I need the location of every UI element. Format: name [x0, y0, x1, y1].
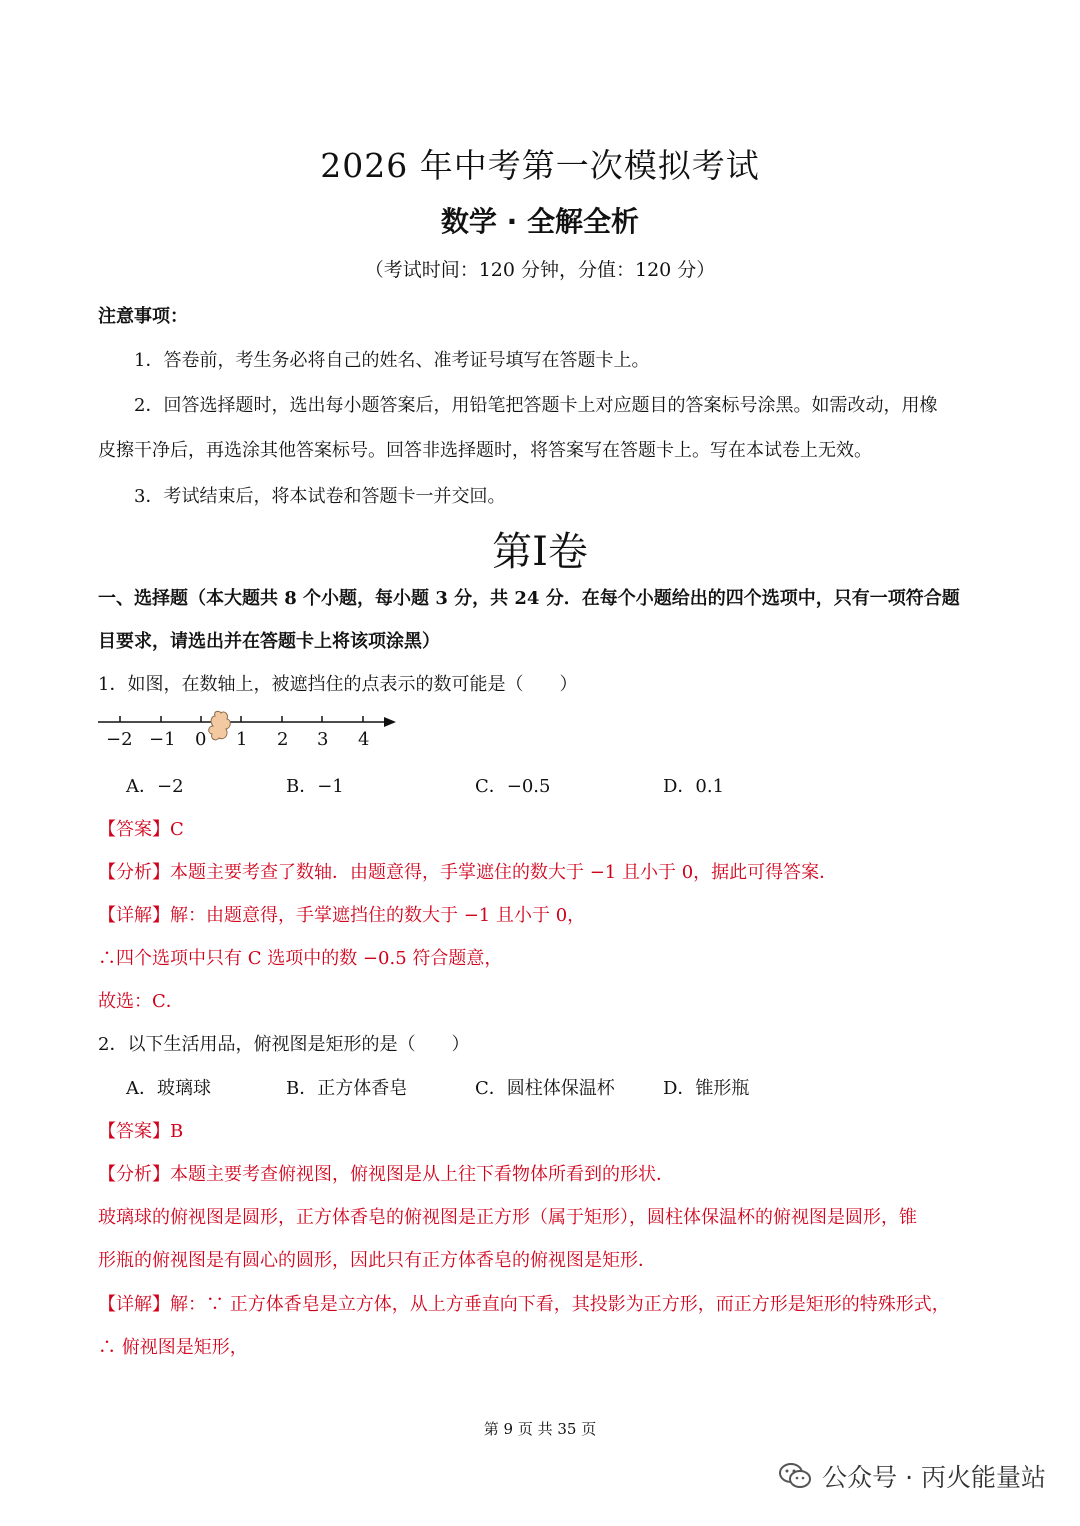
q1-option-b: B．−1: [286, 776, 344, 797]
notice-item-3: 3．考试结束后，将本试卷和答题卡一并交回。: [134, 486, 506, 507]
axis-label-neg2: −2: [106, 729, 133, 750]
axis-label-1: 1: [236, 729, 248, 750]
axis-label-2: 2: [277, 729, 289, 750]
wechat-icon: [778, 1461, 812, 1491]
q1-option-c: C．−0.5: [475, 776, 551, 797]
section-heading-line2: 目要求，请选出并在答题卡上将该项涂黑）: [98, 631, 440, 652]
axis-label-0: 0: [195, 729, 207, 750]
q1-detail: 【详解】解：由题意得，手掌遮挡住的数大于 −1 且小于 0，: [98, 905, 586, 926]
q2-analysis-3: 形瓶的俯视图是有圆心的圆形，因此只有正方体香皂的俯视图是矩形．: [98, 1250, 656, 1271]
q2-option-c: C．圆柱体保温杯: [475, 1078, 615, 1099]
section-heading-line1: 一、选择题（本大题共 8 个小题，每小题 3 分，共 24 分．在每个小题给出的四个选项中，只有一项符合题: [98, 588, 960, 609]
notice-heading: 注意事项：: [98, 306, 188, 327]
exam-meta: （考试时间：120 分钟，分值：120 分）: [364, 259, 716, 281]
q1-analysis: 【分析】本题主要考查了数轴．由题意得，手掌遮住的数大于 −1 且小于 0，据此可得答案．: [98, 862, 838, 883]
notice-item-1: 1．答卷前，考生务必将自己的姓名、准考证号填写在答题卡上。: [134, 350, 650, 371]
q2-detail-2: ∴ 俯视图是矩形，: [98, 1337, 248, 1358]
hand-icon: [209, 711, 231, 740]
watermark-text: 公众号 · 丙火能量站: [822, 1463, 1046, 1492]
q1-detail-3: 故选：C．: [98, 991, 184, 1012]
q2-option-b: B．正方体香皂: [286, 1078, 408, 1099]
q2-answer: 【答案】B: [98, 1121, 184, 1142]
q2-analysis-2: 玻璃球的俯视图是圆形，正方体香皂的俯视图是正方形（属于矩形），圆柱体保温杯的俯视图是圆形，锥: [98, 1207, 917, 1228]
notice-item-2: 2．回答选择题时，选出每小题答案后，用铅笔把答题卡上对应题目的答案标号涂黑。如需改动，用橡: [134, 395, 938, 416]
q1-detail-2: ∴四个选项中只有 C 选项中的数 −0.5 符合题意，: [98, 948, 503, 969]
notice-item-2-cont: 皮擦干净后，再选涂其他答案标号。回答非选择题时，将答案写在答题卡上。写在本试卷上无效。: [98, 440, 872, 461]
q2-option-a: A．玻璃球: [126, 1078, 211, 1099]
watermark: [778, 1458, 1046, 1494]
q1-option-a: A．−2: [126, 776, 184, 797]
q2-detail: 【详解】解：∵ 正方体香皂是立方体，从上方垂直向下看，其投影为正方形，而正方形是矩形的特殊形式，: [98, 1294, 950, 1315]
axis-label-3: 3: [317, 729, 329, 750]
volume-title: 第I卷: [492, 529, 588, 575]
page-subtitle: 数学 · 全解全析: [440, 205, 640, 238]
axis-label-4: 4: [358, 729, 370, 750]
q2-option-d: D．锥形瓶: [663, 1078, 750, 1099]
q2-stem: 2．以下生活用品，俯视图是矩形的是（ ）: [98, 1034, 470, 1055]
page-title: 2026 年中考第一次模拟考试: [320, 146, 760, 185]
page-footer: 第 9 页 共 35 页: [483, 1420, 597, 1438]
q2-analysis: 【分析】本题主要考查俯视图，俯视图是从上往下看物体所看到的形状．: [98, 1164, 674, 1185]
q1-answer: 【答案】C: [98, 819, 184, 840]
q1-stem: 1．如图，在数轴上，被遮挡住的点表示的数可能是（ ）: [98, 674, 578, 695]
q1-option-d: D．0.1: [663, 776, 725, 797]
axis-label-neg1: −1: [149, 729, 176, 750]
